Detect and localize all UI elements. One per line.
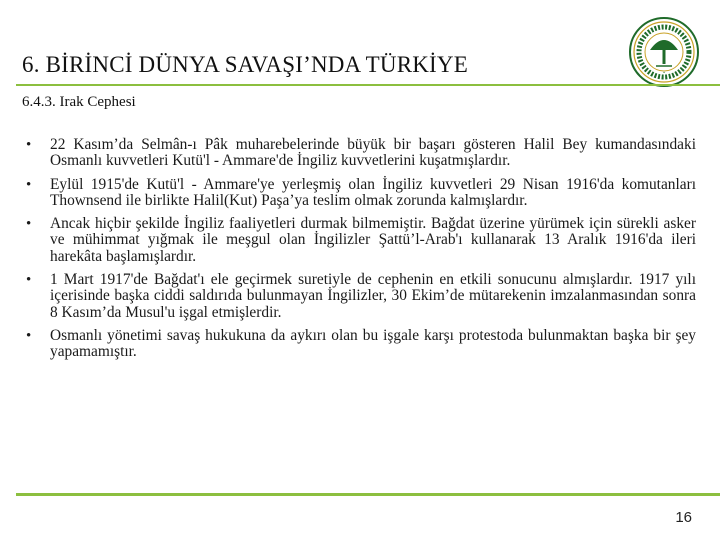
bullet-marker: • — [26, 176, 32, 193]
bullet-item — [24, 328, 696, 361]
bullet-item — [24, 137, 696, 170]
bullet-text: Eylül 1915'de Kutü'l - Ammare'ye yerleşmiş olan İngiliz kuvvetleri 29 Nisan 1916'da komutanları Thownsend ile birlikte Halil(Kut) Paşa’ya teslim olmak zorunda kalmışlardır. — [50, 175, 696, 209]
bullet-marker: • — [26, 216, 32, 233]
bullet-text: Osmanlı yönetimi savaş hukukuna da aykırı olan bu işgale karşı protestoda bulunmaktan başka bir şey yapamamıştır. — [50, 326, 696, 361]
page-number: 16 — [675, 509, 692, 526]
slide-title: 6. BİRİNCİ DÜNYA SAVAŞI’NDA TÜRKİYE — [22, 52, 468, 77]
title-underline — [16, 84, 720, 86]
bullet-item — [24, 272, 696, 321]
footer-divider — [16, 493, 720, 496]
svg-text:•: • — [662, 70, 666, 75]
bullet-marker: • — [26, 327, 32, 344]
university-seal-icon — [628, 16, 700, 88]
bullet-marker: • — [26, 137, 32, 153]
bullet-text: 22 Kasım’da Selmân-ı Pâk muharebelerinde büyük bir başarı gösteren Halil Bey kumandasındaki Osmanlı kuvvetleri Kutü'l - Ammare'de İngiliz kuvvetlerini kuşatmışlardır. — [50, 136, 696, 170]
bullet-marker: • — [26, 272, 32, 289]
bullet-item — [24, 177, 696, 210]
bullet-list — [24, 137, 696, 368]
bullet-item — [24, 216, 696, 265]
section-heading: 6.4.3. Irak Cephesi — [22, 94, 136, 110]
bullet-text: Ancak hiçbir şekilde İngiliz faaliyetleri durmak bilmemiştir. Bağdat üzerine yürümek için sürekli asker ve mühimmat yığmak ile meşgul olan İngilizler Şattü’l-Arab'ı kullanarak 13 Aralık 1916'da ileri harekâta başlamışlardır. — [50, 215, 696, 265]
bullet-text: 1 Mart 1917'de Bağdat'ı ele geçirmek suretiyle de cephenin en etkili sonucunu almışlardır. 1917 yılı içerisinde başka ciddi saldırıda bulunmayan İngilizler, 30 Ekim’de mütarekenin imzalanmasından sonra 8 Kasım’da Musul'u işgal etmişlerdir. — [50, 271, 696, 321]
